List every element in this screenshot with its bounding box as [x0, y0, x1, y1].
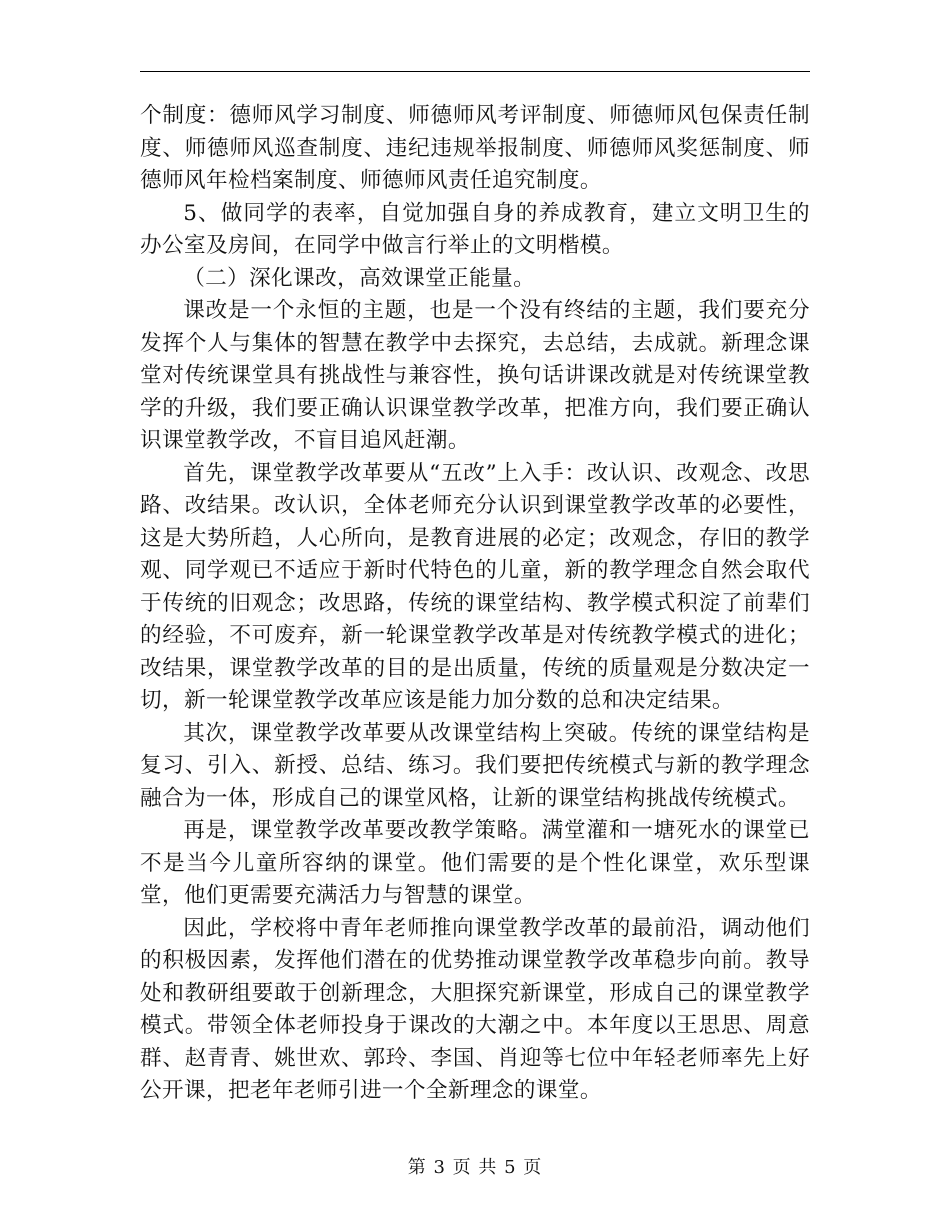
section-heading: （二）深化课改，高效课堂正能量。	[183, 265, 536, 291]
paragraph-2: 5、做同学的表率，自觉加强自身的养成教育，建立文明卫生的办公室及房间，在同学中做言行举止的文明楷模。	[140, 200, 810, 258]
paragraph-1: 个制度：德师风学习制度、师德师风考评制度、师德师风包保责任制度、师德师风巡查制度、违纪违规举报制度、师德师风奖惩制度、师德师风年检档案制度、师德师风责任追究制度。	[140, 103, 810, 193]
document-body	[140, 100, 810, 1108]
paragraph-4: 课改是一个永恒的主题，也是一个没有终结的主题，我们要充分发挥个人与集体的智慧在教学中去探究，去总结，去成就。新理念课堂对传统课堂具有挑战性与兼容性，换句话讲课改就是对传统课堂教学的升级，我们要正确认识课堂教学改革，把准方向，我们要正确认识课堂教学改，不盲目追风赶潮。	[140, 298, 810, 453]
paragraph-6: 其次，课堂教学改革要从改课堂结构上突破。传统的课堂结构是复习、引入、新授、总结、练习。我们要把传统模式与新的教学理念融合为一体，形成自己的课堂风格，让新的课堂结构挑战传统模式。	[140, 720, 810, 811]
page-number-footer: 第 3 页 共 5 页	[407, 1157, 543, 1178]
paragraph-7: 再是，课堂教学改革要改教学策略。满堂灌和一塘死水的课堂已不是当今儿童所容纳的课堂。他们需要的是个性化课堂，欢乐型课堂，他们更需要充满活力与智慧的课堂。	[140, 818, 810, 908]
paragraph-8: 因此，学校将中青年老师推向课堂教学改革的最前沿，调动他们的积极因素，发挥他们潜在的优势推动课堂教学改革稳步向前。教导处和教研组要敢于创新理念，大胆探究新课堂，形成自己的课堂教学模式。带领全体老师投身于课改的大潮之中。本年度以王思思、周意群、赵青青、姚世欢、郭玲、李国、肖迎等七位中年轻老师率先上好公开课，把老年老师引进一个全新理念的课堂。	[140, 915, 810, 1103]
header-rule	[140, 71, 810, 72]
paragraph-5: 首先，课堂教学改革要从“五改”上入手：改认识、改观念、改思路、改结果。改认识，全体老师充分认识到课堂教学改革的必要性，这是大势所趋，人心所向，是教育进展的必定；改观念，存旧的教学观、同学观已不适应于新时代特色的儿童，新的教学理念自然会取代于传统的旧观念；改思路，传统的课堂结构、教学模式积淀了前辈们的经验，不可废弃，新一轮课堂教学改革是对传统教学模式的进化；改结果，课堂教学改革的目的是出质量，传统的质量观是分数决定一切，新一轮课堂教学改革应该是能力加分数的总和决定结果。	[140, 460, 810, 713]
